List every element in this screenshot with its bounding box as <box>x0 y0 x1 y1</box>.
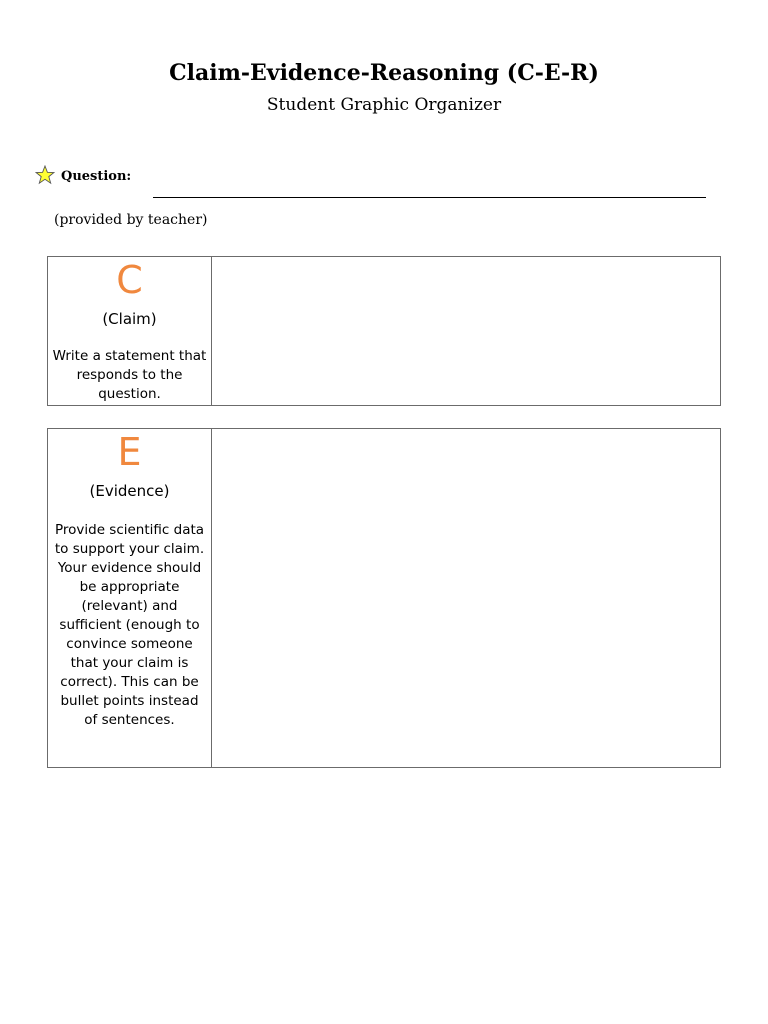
evidence-letter: E <box>117 430 142 474</box>
claim-box <box>47 256 721 406</box>
evidence-label-cell <box>48 429 212 767</box>
page-subtitle: Student Graphic Organizer <box>266 95 502 115</box>
claim-answer-field[interactable] <box>212 257 720 405</box>
claim-letter: C <box>116 258 143 302</box>
question-label: Question: <box>61 169 132 184</box>
claim-label-cell <box>48 257 212 405</box>
claim-name: (Claim) <box>102 310 157 328</box>
page-title: Claim-Evidence-Reasoning (C-E-R) <box>169 60 599 86</box>
question-answer-line[interactable] <box>153 197 706 198</box>
claim-instructions: Write a statement that responds to the question. <box>52 348 207 402</box>
evidence-box <box>47 428 721 768</box>
evidence-instructions: Provide scientific data to support your claim. Your evidence should be appropriate (relevant) and sufficient (enough to convince someone that your claim is correct). This can be bullet points instead of sentences. <box>54 522 205 728</box>
star-icon <box>35 165 55 185</box>
evidence-name: (Evidence) <box>89 482 170 500</box>
question-note: (provided by teacher) <box>54 212 208 228</box>
evidence-answer-field[interactable] <box>212 429 720 767</box>
